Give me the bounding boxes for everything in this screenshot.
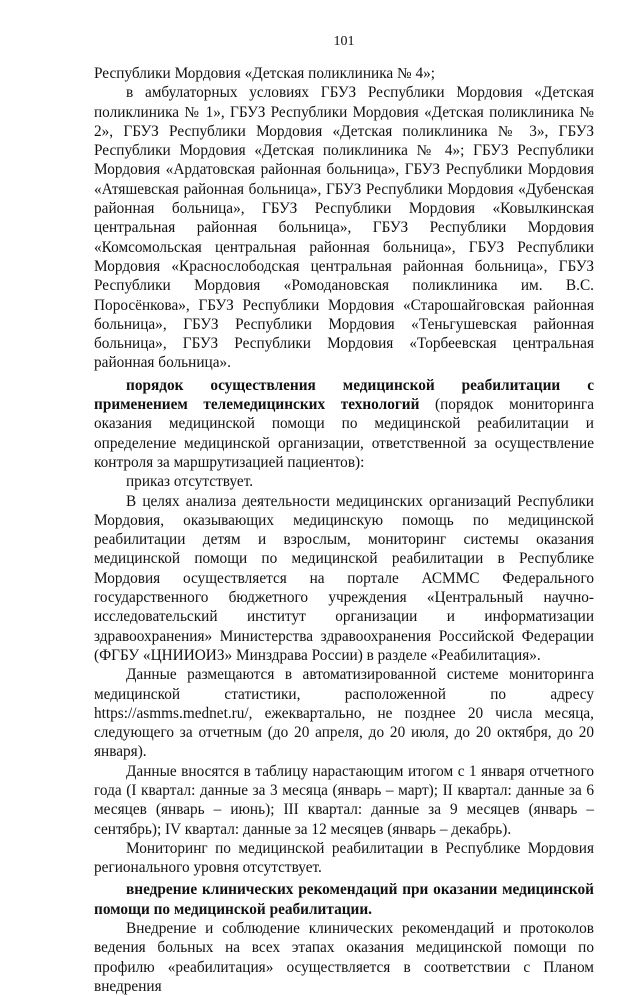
page-number: 101 (333, 34, 355, 49)
paragraph-6 (94, 665, 594, 761)
paragraph-1-text: Республики Мордовия «Детская поликлиника № 4»; (94, 65, 436, 82)
paragraph-5 (94, 492, 594, 666)
paragraph-6-text: Данные размещаются в автоматизированной системе мониторинга медицинской статистики, расположенной по адресу https://asmms.mednet.ru/, ежеквартально, не позднее 20 числа месяца, следующего за отчетным (до 20 апреля, до 20 июля, до 20 октября, до 20 января). (94, 666, 594, 761)
paragraph-3-text: (порядок мониторинга оказания медицинской помощи по медицинской реабилитации и определение медицинской организации, ответственной за осуществление контроля за маршрутизацией пациентов): (94, 396, 594, 471)
paragraph-7-text: Данные вносятся в таблицу нарастающим итогом с 1 января отчетного года (I квартал: данные за 3 месяца (январь – март); II квартал: данные за 6 месяцев (январь – июнь); III квартал: данные за 9 месяцев (январь – сентябрь); IV квартал: данные за 12 месяцев (январь – декабрь). (94, 762, 594, 838)
paragraph-4-text: приказ отсутствует. (126, 473, 254, 491)
paragraph-8 (94, 839, 594, 878)
paragraph-4 (94, 472, 594, 491)
paragraph-8-text: Мониторинг по медицинской реабилитации в Республике Мордовия регионального уровня отсутствует. (94, 839, 594, 877)
paragraph-2 (94, 83, 594, 372)
paragraph-3-bold-heading: порядок осуществления медицинской реабилитации с применением телемедицинских технологий (94, 376, 594, 414)
paragraph-9-bold-heading: внедрение клинических рекомендаций при оказании медицинской помощи по медицинской реабилитации. (94, 881, 594, 918)
paragraph-1 (94, 64, 594, 83)
paragraph-10 (94, 919, 594, 996)
paragraph-5-text: В целях анализа деятельности медицинских организаций Республики Мордовия, оказывающих медицинскую помощь по медицинской реабилитации детям и взрослым, мониторинг системы оказания медицинской помощи по медицинской реабилитации в Республике Мордовия осуществляется на портале АСММС Федерального государственного бюджетного учреждения «Центральный научно-исследовательский институт организации и информатизации здравоохранения» Министерства здравоохранения Российской Федерации (ФГБУ «ЦНИИОИЗ» Минздрава России) в разделе «Реабилитация». (94, 492, 594, 664)
paragraph-3 (94, 376, 594, 472)
paragraph-2-text: в амбулаторных условиях ГБУЗ Республики Мордовия «Детская поликлиника № 1», ГБУЗ Республики Мордовия «Детская поликлиника № 2», ГБУЗ Республики Мордовия «Детская поликлиника № 3», ГБУЗ Республики Мордовия «Детская поликлиника № 4»; ГБУЗ Республики Мордовия «Ардатовская районная больница», ГБУЗ Республики Мордовия «Атяшевская районная больница», ГБУЗ Республики Мордовия «Дубенская районная больница», ГБУЗ Республики Мордовия «Ковылкинская центральная районная больница», ГБУЗ Республики Мордовия «Комсомольская центральная районная больница», ГБУЗ Республики Мордовия «Краснослободская центральная районная больница», ГБУЗ Республики Мордовия «Ромодановская поликлиника им. В.С. Поросёнкова», ГБУЗ Республики Мордовия «Старошайговская районная больница», ГБУЗ Республики Мордовия «Теньгушевская районная больница», ГБУЗ Республики Мордовия «Торбеевская центральная районная больница». (94, 84, 594, 372)
paragraph-9 (94, 880, 594, 919)
paragraph-10-text: Внедрение и соблюдение клинических рекомендаций и протоколов ведения больных на всех этапах оказания медицинской помощи по профилю «реабилитация» осуществляется в соответствии с Планом внедрения (94, 920, 594, 995)
paragraph-7 (94, 762, 594, 839)
